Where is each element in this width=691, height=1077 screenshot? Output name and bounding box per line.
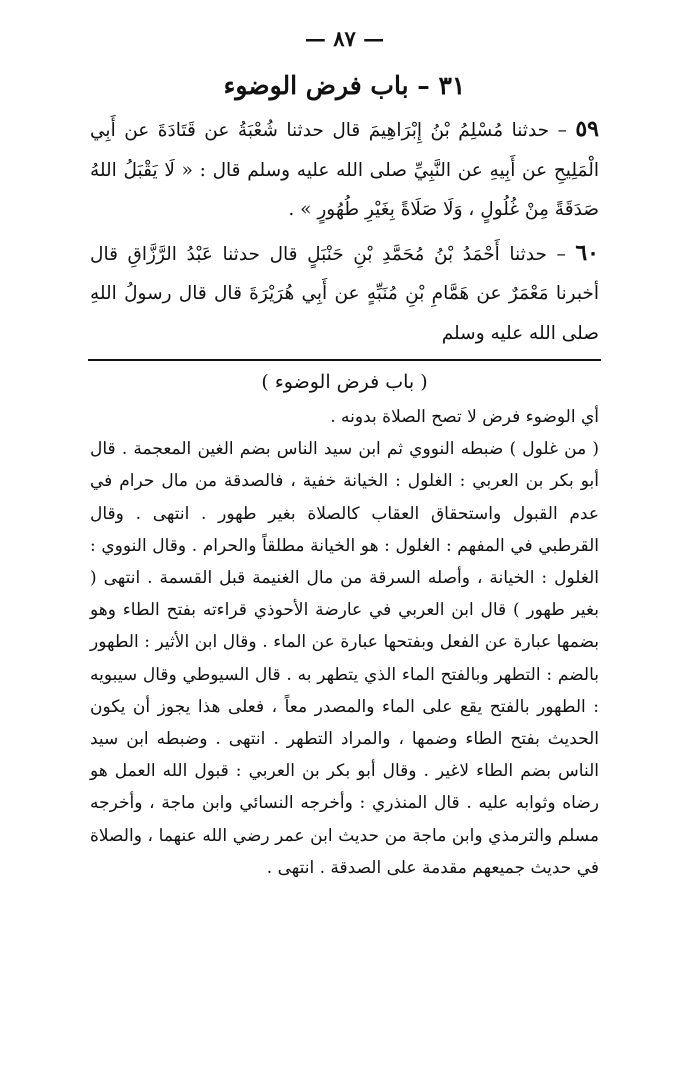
page-number: — ٨٧ — xyxy=(304,26,385,51)
commentary-paragraph: أي الوضوء فرض لا تصح الصلاة بدونه . xyxy=(330,407,599,427)
hadith-59 xyxy=(90,110,599,230)
hadith-text: – حدثنا أَحْمَدُ بْنُ مُحَمَّدِ بْنِ حَنْبَلٍ قال حدثنا عَبْدُ الرَّزَّاقِ قال أخبرنا مَعْمَرٌ عن هَمَّامِ بْنِ مُنَبِّهٍ عن أَبِي هُرَيْرَةَ قال قال رسولُ اللهِ صلى الله عليه وسلم xyxy=(90,243,599,344)
chapter-heading: ٣١ – باب فرض الوضوء xyxy=(223,71,466,100)
hadith-number: ٥٩ xyxy=(575,116,599,142)
commentary-heading: ( باب فرض الوضوء ) xyxy=(261,371,428,393)
hadith-60 xyxy=(90,234,599,354)
hadith-text: – حدثنا مُسْلِمُ بْنُ إِبْرَاهِيمَ قال حدثنا شُعْبَةُ عن قَتَادَةَ عن أَبِي الْمَلِيحِ عن أَبِيهِ عن النَّبِيِّ صلى الله عليه وسلم قال : « لَا يَقْبَلُ اللهُ صَدَقَةً مِنْ غُلُولٍ ، وَلَا صَلَاةً بِغَيْرِ طُهُورٍ » . xyxy=(90,120,599,220)
hadith-number: ٦٠ xyxy=(575,239,599,266)
commentary-body xyxy=(90,401,599,884)
commentary-paragraph: ( من غلول ) ضبطه النووي ثم ابن سيد الناس بضم الغين المعجمة . قال أبو بكر بن العربي : الغلول : الخيانة خفية ، فالصدقة من مال حرام في عدم القبول واستحقاق العقاب كالصلاة بغير طهور . انتهى . وقال القرطبي في المفهم : الغلول : هو الخيانة مطلقاً والحرام . وقال النووي : الغلول : الخيانة ، وأصله السرقة من مال الغنيمة قبل القسمة . انتهى ( بغير طهور ) قال ابن العربي في عارضة الأحوذي قراءته بفتح الطاء وهو بضمها عبارة عن الفعل وبفتحها عبارة عن الماء . وقال ابن الأثير : الطهور بالضم : التطهر وبالفتح الماء الذي يتطهر به . قال السيوطي وقال سيبويه : الطهور بالفتح يقع على الماء والمصدر معاً ، فعلى هذا يجوز أن يكون الحديث بفتح الطاء وضمها ، والمراد التطهر . انتهى . وضبطه ابن سيد الناس بضم الطاء لاغير . وقال أبو بكر بن العربي : قبول الله العمل هو رضاه وثوابه عليه . قال المنذري : وأخرجه النسائي وابن ماجة ، وأخرجه مسلم والترمذي وابن ماجة من حديث ابن عمر رضي الله عنهما ، والصلاة في حديث جميعهم مقدمة على الصدقة . انتهى . xyxy=(90,439,599,878)
section-divider xyxy=(88,359,601,361)
